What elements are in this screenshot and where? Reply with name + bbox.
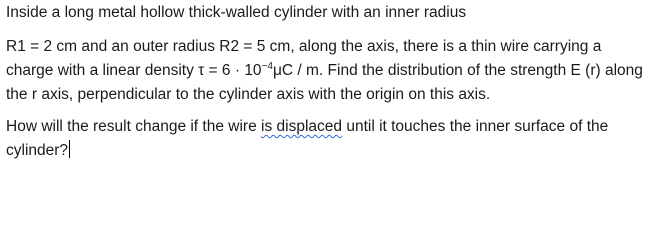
paragraph-3-text: How will the result change if the wire — [6, 118, 262, 135]
paragraph-2-text-continued: μC / m. Find the distribution of the strength E (r) along the r axis, perpendicular to the cylinder axis with the origin on this axis. — [6, 62, 643, 103]
paragraph-3-text-continued: until it touches the inner surface of the cylinder? — [6, 118, 609, 159]
paragraph-1-text: Inside a long metal hollow thick-walled cylinder with an inner radius — [6, 4, 467, 21]
exponent: −4 — [261, 61, 273, 72]
document-body[interactable] — [6, 0, 646, 163]
paragraph-2 — [6, 35, 646, 107]
paragraph-1 — [6, 0, 646, 25]
paragraph-2-text: R1 = 2 cm and an outer radius R2 = 5 cm, along the axis, there is a thin wire carrying a charge with a linear density τ = 6 · 10 — [6, 38, 602, 79]
grammar-flagged-phrase[interactable]: is displaced — [261, 118, 343, 135]
text-cursor — [69, 140, 70, 158]
paragraph-3 — [6, 115, 646, 163]
